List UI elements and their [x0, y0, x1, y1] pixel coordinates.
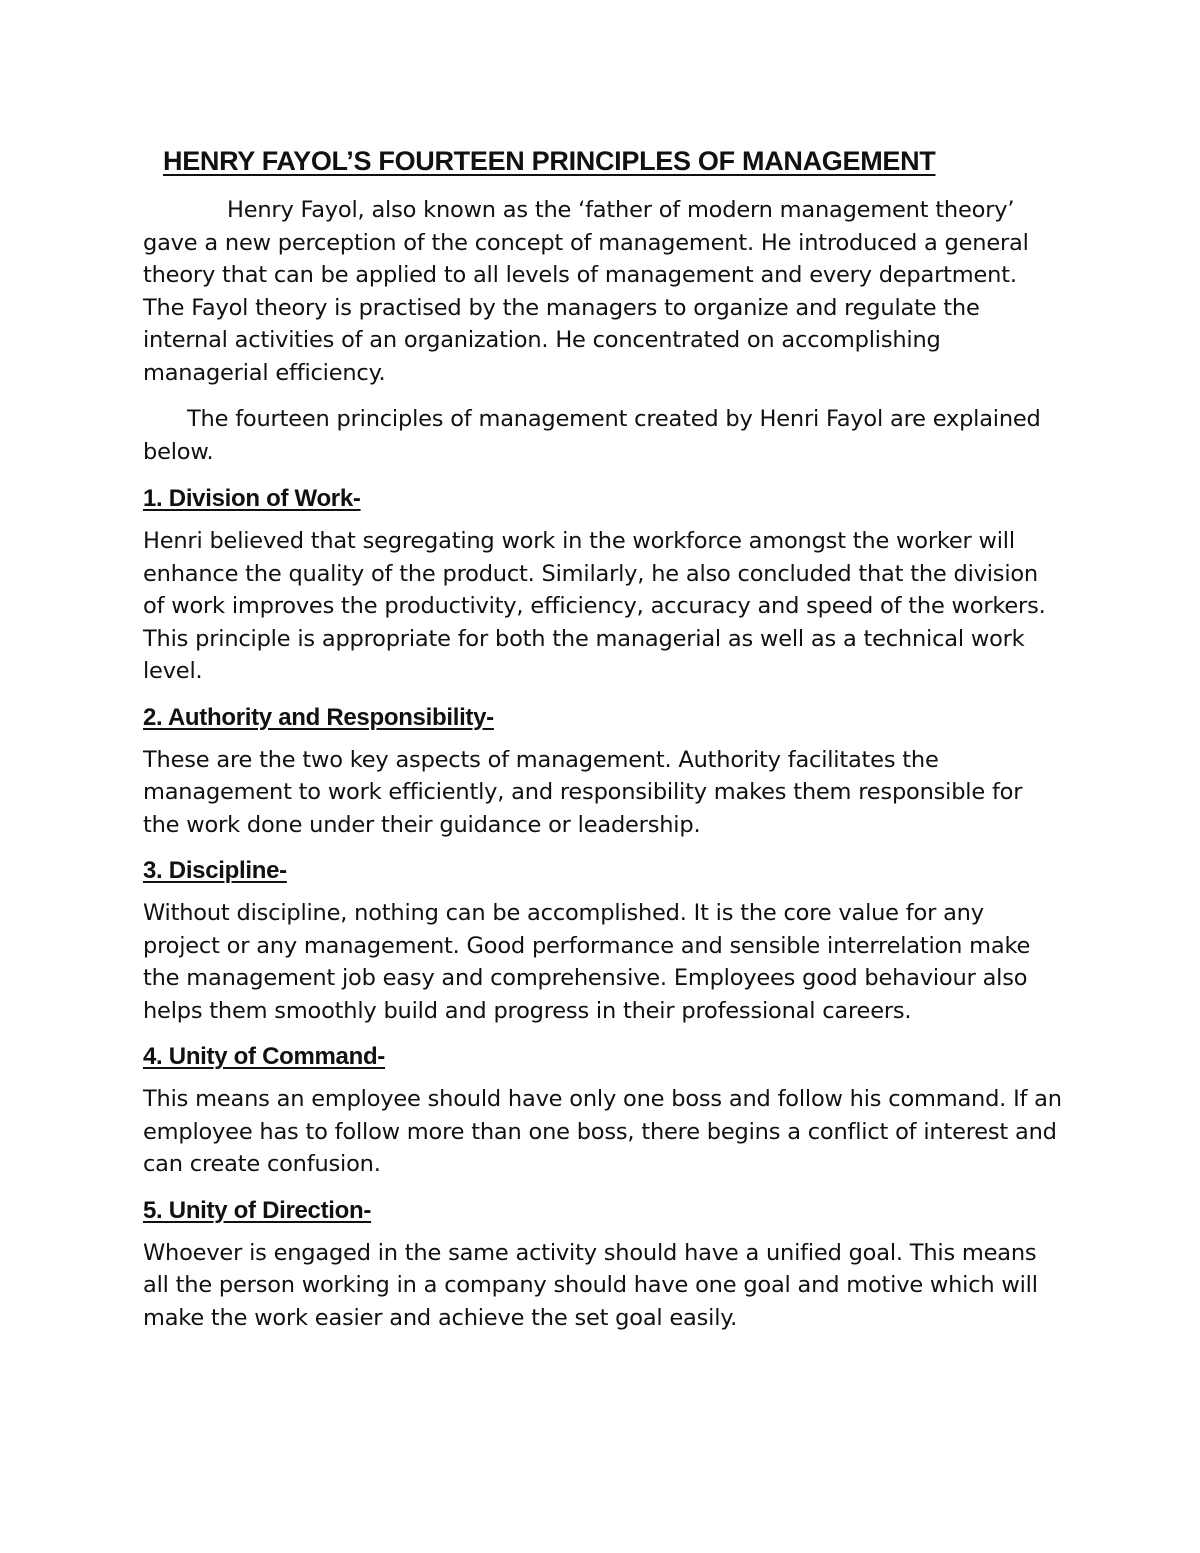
section-heading-unity-of-command: 4. Unity of Command-	[143, 1043, 386, 1070]
lead-in-paragraph: The fourteen principles of management created by Henri Fayol are explained below.	[143, 406, 1041, 465]
section-body-division-of-work: Henri believed that segregating work in the workforce amongst the worker will enhance the quality of the product. Similarly, he also concluded that the division of work improves the productivity, efficiency, accuracy and speed of the workers. This principle is appropriate for both the managerial as well as a technical work level.	[143, 528, 1046, 684]
section-body-unity-of-command: This means an employee should have only one boss and follow his command. If an employee has to follow more than one boss, there begins a conflict of interest and can create confusion.	[143, 1086, 1062, 1177]
section-body-authority-and-responsibility: These are the two key aspects of management. Authority facilitates the management to work efficiently, and responsibility makes them responsible for the work done under their guidance or leadership.	[143, 746, 1023, 838]
intro-paragraph: Henry Fayol, also known as the ‘father of modern management theory’ gave a new perception of the concept of management. He introduced a general theory that can be applied to all levels of management and every department. The Fayol theory is practised by the managers to organize and regulate the internal activities of an organization. He concentrated on accomplishing managerial efficiency.	[143, 197, 1029, 386]
section-body-unity-of-direction: Whoever is engaged in the same activity should have a unified goal. This means all the person working in a company should have one goal and motive which will make the work easier and achieve the set goal easily.	[143, 1239, 1038, 1331]
section-heading-division-of-work: 1. Division of Work-	[143, 485, 361, 512]
document-content	[143, 142, 1063, 1347]
section-heading-unity-of-direction: 5. Unity of Direction-	[143, 1196, 372, 1224]
section-body-discipline: Without discipline, nothing can be accomplished. It is the core value for any project or any management. Good performance and sensible interrelation make the management job easy and comprehensive. Employees good behaviour also helps them smoothly build and progress in their professional careers.	[143, 900, 1031, 1024]
section-heading-authority-and-responsibility: 2. Authority and Responsibility-	[143, 703, 494, 731]
document-title: HENRY FAYOL’S FOURTEEN PRINCIPLES OF MANAGEMENT	[163, 146, 936, 176]
section-heading-discipline: 3. Discipline-	[143, 857, 287, 884]
